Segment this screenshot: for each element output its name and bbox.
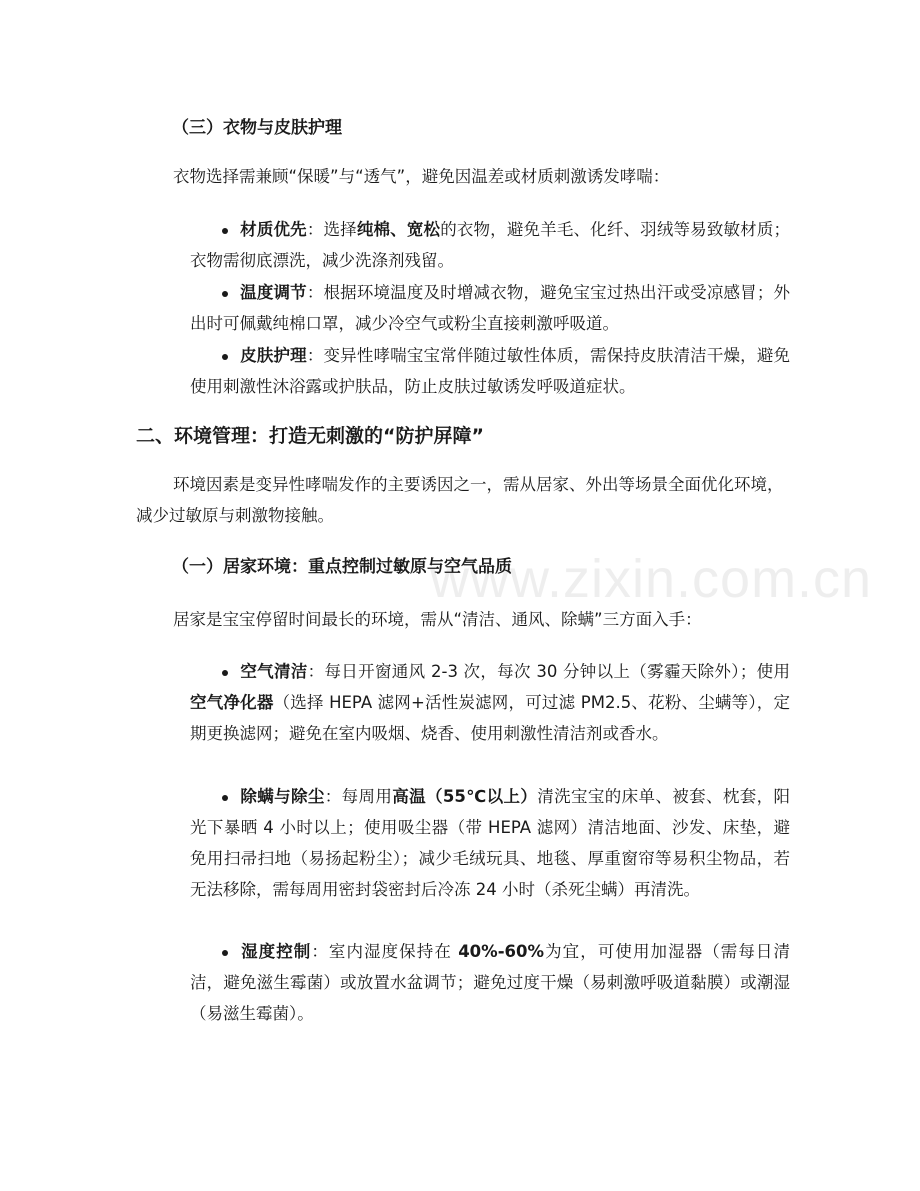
bullet-text: （选择 HEPA 滤网+活性炭滤网，可过滤 PM2.5、花粉、尘螨等），定期更换滤网；避免在室内吸烟、烧香、使用刺激性清洁剂或香水。 (190, 693, 790, 743)
bullet-text: ：根据环境温度及时增减衣物，避免宝宝过热出汗或受凉感冒；外出时可佩戴纯棉口罩，减少冷空气或粉尘直接刺激呼吸道。 (190, 283, 791, 333)
bullet-text: ：每日开窗通风 2-3 次，每次 30 分钟以上（雾霾天除外）；使用 (307, 662, 790, 681)
bullet-dot-icon (222, 950, 228, 956)
bullet-dot-icon (222, 354, 228, 360)
paragraph-home-intro: 居家是宝宝停留时间最长的环境，需从“清洁、通风、除螨”三方面入手： (173, 610, 702, 629)
bullet-bold-text: 纯棉、宽松 (356, 220, 441, 239)
section-heading-home: （一）居家环境：重点控制过敏原与空气品质 (172, 557, 512, 577)
bullet-dot-icon (222, 795, 228, 801)
section-heading-clothing: （三）衣物与皮肤护理 (172, 118, 342, 138)
list-item (190, 781, 790, 905)
bullet-text: ：每周用 (324, 787, 393, 806)
bullet-text: ：变异性哮喘宝宝常伴随过敏性体质，需保持皮肤清洁干燥，避免使用刺激性沐浴露或护肤品，防止皮肤过敏诱发呼吸道症状。 (190, 346, 791, 396)
bullet-dot-icon (222, 670, 228, 676)
list-item (190, 936, 790, 1029)
bullet-bold-text: 空气净化器 (190, 693, 274, 712)
bullet-dot-icon (222, 291, 228, 297)
bullet-bold-text: 40%-60% (458, 942, 545, 961)
list-item (190, 277, 790, 339)
bullet-text: ：选择 (306, 220, 357, 239)
bullet-label: 皮肤护理 (240, 346, 307, 365)
bullet-label: 空气清洁 (240, 662, 308, 681)
bullet-bold-text: 高温（55℃以上） (392, 787, 538, 806)
list-item (190, 656, 790, 749)
bullet-text: 清洗宝宝的床单、被套、枕套，阳光下暴晒 4 小时以上；使用吸尘器（带 HEPA 滤网）清洁地面、沙发、床垫，避免用扫帚扫地（易扬起粉尘）；减少毛绒玩具、地毯、厚重窗帘等易积尘物品，若无法移除，需每周用密封袋密封后冷冻 24 小时（杀死尘螨）再清洗。 (190, 787, 791, 899)
bullet-label: 除螨与除尘 (240, 787, 325, 806)
bullet-dot-icon (222, 228, 228, 234)
bullet-label: 温度调节 (240, 283, 307, 302)
list-item (190, 214, 790, 276)
watermark: www.zixin.com.cn (430, 549, 873, 609)
chapter-heading-environment: 二、环境管理：打造无刺激的“防护屏障” (136, 425, 484, 447)
paragraph-environment-intro: 环境因素是变异性哮喘发作的主要诱因之一，需从居家、外出等场景全面优化环境，减少过敏原与刺激物接触。 (136, 475, 784, 525)
bullet-label: 湿度控制 (240, 942, 312, 961)
bullet-label: 材质优先 (240, 220, 307, 239)
bullet-text: 为宜，可使用加湿器（需每日清洁，避免滋生霉菌）或放置水盆调节；避免过度干燥（易刺激呼吸道黏膜）或潮湿（易滋生霉菌）。 (190, 942, 791, 1023)
paragraph-clothing-intro: 衣物选择需兼顾“保暖”与“透气”，避免因温差或材质刺激诱发哮喘： (173, 167, 670, 186)
bullet-text: 的衣物，避免羊毛、化纤、羽绒等易致敏材质；衣物需彻底漂洗，减少洗涤剂残留。 (190, 220, 791, 270)
list-item (190, 340, 790, 402)
bullet-text: ：室内湿度保持在 (311, 942, 459, 961)
